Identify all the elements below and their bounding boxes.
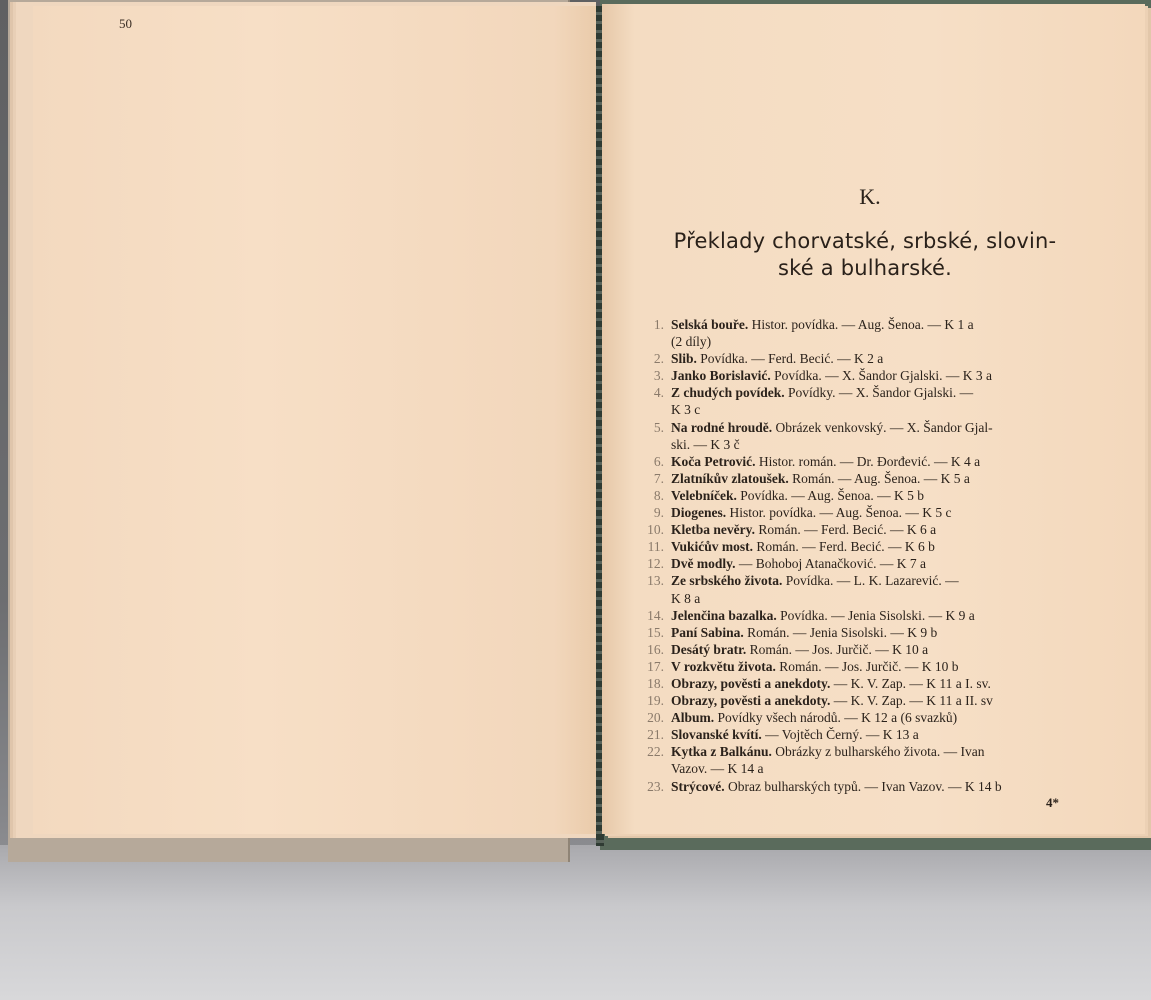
entry-text: Povídky všech národů. — K 12 a (6 svazků) bbox=[717, 710, 958, 726]
left-page-number: 50 bbox=[119, 16, 132, 31]
right-page-number: 4* bbox=[1046, 795, 1059, 810]
section-title-line-1: Překlady chorvatské, srbské, slovin- bbox=[673, 229, 1057, 253]
list-item bbox=[638, 384, 1098, 418]
entry-number: 5. bbox=[653, 419, 664, 435]
entry-title: Album. bbox=[671, 710, 715, 726]
list-item bbox=[638, 538, 1098, 555]
translation-list bbox=[638, 316, 1098, 795]
entry-number: 21. bbox=[647, 727, 664, 743]
entry-number: 9. bbox=[653, 505, 664, 521]
entry-number: 7. bbox=[653, 470, 664, 486]
entry-text: Povídka. — X. Šandor Gjalski. — K 3 a bbox=[774, 368, 992, 384]
entry-text: K 8 a bbox=[671, 590, 701, 606]
entry-number: 16. bbox=[647, 641, 664, 657]
entry-number: 4. bbox=[653, 385, 664, 401]
list-item bbox=[638, 726, 1098, 743]
list-item bbox=[638, 521, 1098, 538]
entry-text: Román. — Jos. Jurčič. — K 10 b bbox=[779, 658, 959, 674]
entry-text: (2 díly) bbox=[671, 334, 712, 350]
section-letter: K. bbox=[859, 184, 881, 209]
entry-number: 18. bbox=[647, 675, 664, 691]
list-item bbox=[638, 453, 1098, 470]
entry-text: Vazov. — K 14 a bbox=[671, 761, 764, 777]
list-item bbox=[638, 641, 1098, 658]
entry-text: — K. V. Zap. — K 11 a I. sv. bbox=[833, 675, 991, 691]
entry-text: Obrázek venkovský. — X. Šandor Gjal- bbox=[775, 419, 993, 435]
list-item bbox=[638, 487, 1098, 504]
entry-title: Slib. bbox=[671, 351, 697, 367]
entry-text: Povídky. — X. Šandor Gjalski. — bbox=[788, 385, 974, 401]
entry-title: Zlatníkův zlatoušek. bbox=[671, 470, 789, 486]
entry-number: 1. bbox=[653, 317, 664, 332]
entry-text: Román. — Ferd. Becić. — K 6 a bbox=[758, 522, 937, 538]
list-item bbox=[638, 367, 1098, 384]
entry-text: Povídka. — L. K. Lazarević. — bbox=[785, 573, 959, 589]
list-item bbox=[638, 555, 1098, 572]
entry-title: Dvě modly. bbox=[671, 556, 736, 572]
entry-number: 22. bbox=[647, 744, 664, 760]
entry-number: 23. bbox=[647, 778, 664, 794]
entry-text: Povídka. — Jenia Sisolski. — K 9 a bbox=[780, 607, 975, 623]
entry-title: Ze srbského života. bbox=[671, 573, 783, 589]
list-item bbox=[638, 316, 1098, 350]
list-item bbox=[638, 607, 1098, 624]
left-page bbox=[33, 6, 599, 834]
entry-title: Z chudých povídek. bbox=[671, 385, 785, 401]
entry-title: Obrazy, pověsti a anekdoty. bbox=[671, 675, 831, 691]
entry-text: Obrázky z bulharského života. — Ivan bbox=[775, 744, 985, 760]
list-item bbox=[638, 658, 1098, 675]
entry-text: Román. — Jos. Jurčič. — K 10 a bbox=[749, 641, 929, 657]
list-item bbox=[638, 692, 1098, 709]
entry-number: 2. bbox=[653, 351, 664, 367]
list-item bbox=[638, 419, 1098, 453]
entry-number: 8. bbox=[653, 487, 664, 503]
entry-number: 6. bbox=[653, 453, 664, 469]
entry-title: Strýcové. bbox=[671, 778, 725, 794]
entry-text: — Bohoboj Atanačković. — K 7 a bbox=[738, 556, 926, 572]
entry-text: K 3 c bbox=[671, 402, 701, 418]
list-item bbox=[638, 350, 1098, 367]
entry-title: Slovanské kvítí. bbox=[671, 727, 762, 743]
entry-title: Kytka z Balkánu. bbox=[671, 744, 772, 760]
entry-title: V rozkvětu života. bbox=[671, 658, 776, 674]
entry-text: Histor. povídka. — Aug. Šenoa. — K 1 a bbox=[751, 317, 974, 332]
entry-number: 17. bbox=[647, 658, 664, 674]
entry-number: 3. bbox=[653, 368, 664, 384]
entry-title: Selská bouře. bbox=[671, 317, 749, 332]
entry-text: Histor. povídka. — Aug. Šenoa. — K 5 c bbox=[729, 505, 952, 521]
list-item bbox=[638, 675, 1098, 692]
entry-title: Diogenes. bbox=[671, 505, 727, 521]
entry-title: Vukićův most. bbox=[671, 539, 754, 555]
list-item bbox=[638, 470, 1098, 487]
entry-number: 13. bbox=[647, 573, 664, 589]
entry-number: 19. bbox=[647, 693, 664, 709]
entry-title: Velebníček. bbox=[671, 487, 737, 503]
list-item bbox=[638, 504, 1098, 521]
entry-text: Obraz bulharských typů. — Ivan Vazov. — K 14 b bbox=[727, 778, 1002, 794]
entry-title: Jelenčina bazalka. bbox=[671, 607, 777, 623]
entry-title: Kletba nevěry. bbox=[671, 522, 755, 538]
entry-title: Na rodné hroudě. bbox=[671, 419, 773, 435]
entry-number: 11. bbox=[647, 539, 664, 555]
entry-text: — K. V. Zap. — K 11 a II. sv bbox=[833, 693, 993, 709]
section-title bbox=[630, 228, 1100, 282]
list-item bbox=[638, 572, 1098, 606]
entry-title: Koča Petrović. bbox=[671, 453, 756, 469]
entry-text: Román. — Ferd. Becić. — K 6 b bbox=[756, 539, 935, 555]
list-item bbox=[638, 778, 1098, 795]
list-item bbox=[638, 624, 1098, 641]
entry-text: ski. — K 3 č bbox=[671, 436, 740, 452]
entry-text: Román. — Aug. Šenoa. — K 5 a bbox=[792, 470, 970, 486]
entry-number: 15. bbox=[647, 624, 664, 640]
entry-number: 20. bbox=[647, 710, 664, 726]
entry-text: Povídka. — Ferd. Becić. — K 2 a bbox=[700, 351, 884, 367]
entry-text: Povídka. — Aug. Šenoa. — K 5 b bbox=[740, 487, 925, 503]
table-surface bbox=[0, 845, 1151, 1000]
entry-number: 10. bbox=[647, 522, 664, 538]
entry-text: — Vojtěch Černý. — K 13 a bbox=[765, 727, 919, 743]
list-item bbox=[638, 709, 1098, 726]
entry-text: Histor. román. — Dr. Đorđević. — K 4 a bbox=[758, 453, 981, 469]
entry-title: Desátý bratr. bbox=[671, 641, 747, 657]
entry-text: Román. — Jenia Sisolski. — K 9 b bbox=[747, 624, 938, 640]
entry-number: 12. bbox=[647, 556, 664, 572]
list-item bbox=[638, 743, 1098, 777]
section-title-line-2: ské a bulharské. bbox=[778, 256, 952, 280]
entry-title: Paní Sabina. bbox=[671, 624, 744, 640]
entry-number: 14. bbox=[647, 607, 664, 623]
entry-title: Obrazy, pověsti a anekdoty. bbox=[671, 693, 831, 709]
entry-title: Janko Borislavić. bbox=[671, 368, 771, 384]
